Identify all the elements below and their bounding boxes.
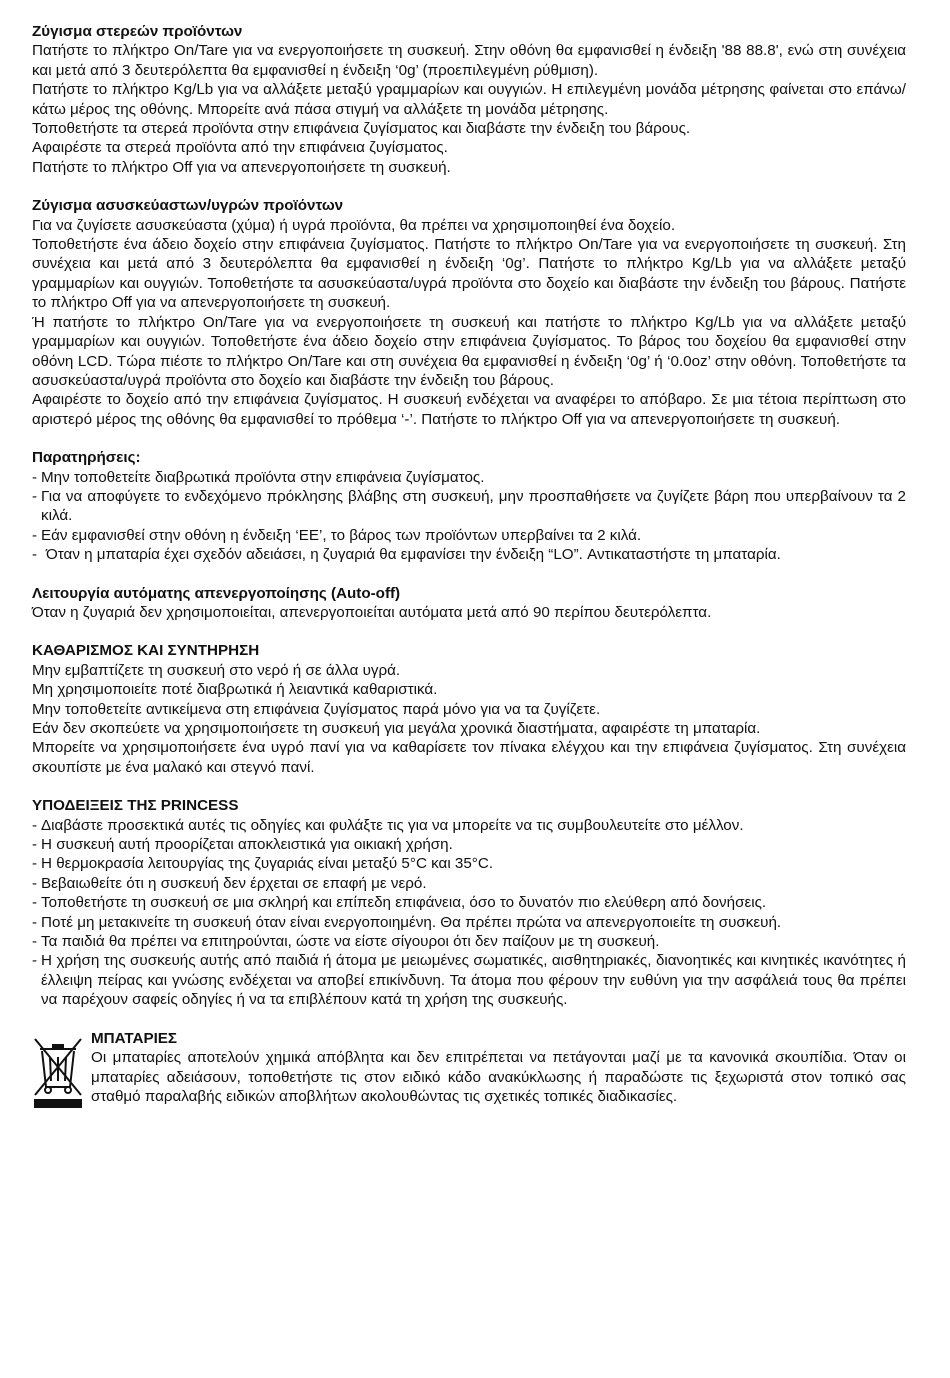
paragraph: Για να ζυγίσετε ασυσκεύαστα (χύμα) ή υγρά προϊόντα, θα πρέπει να χρησιμοποιηθεί ένα δοχείο. (32, 216, 676, 234)
list-item-text: Εάν εμφανισθεί στην οθόνη η ένδειξη ‘EE’, το βάρος των προϊόντων υπερβαίνει τα 2 κιλά. (41, 526, 642, 544)
list-item: - Η συσκευή αυτή προορίζεται αποκλειστικά για οικιακή χρήση. (32, 836, 453, 854)
list-item: - Όταν η μπαταρία έχει σχεδόν αδειάσει, η ζυγαριά θα εμφανίσει την ένδειξη “LO”. Αντικαταστήστε τη μπαταρία. (32, 546, 781, 564)
paragraph: Όταν η ζυγαριά δεν χρησιμοποιείται, απενεργοποιείται αυτόματα μετά από 90 περίπου δευτερόλεπτα. (32, 603, 712, 621)
list-item: - Τοποθετήστε τη συσκευή σε μια σκληρή και επίπεδη επιφάνεια, όσο το δυνατόν πιο ελεύθερη από δονήσεις. (32, 894, 767, 912)
paragraph: Αφαιρέστε τα στερεά προϊόντα από την επιφάνεια ζυγίσματος. (32, 139, 448, 157)
section-heading: ΜΠΑΤΑΡΙΕΣ (91, 1029, 178, 1047)
paragraph: Ή πατήστε το πλήκτρο On/Tare για να ενεργοποιήσετε τη συσκευή και πατήστε το πλήκτρο Kg/Lb για να αλλάξετε μεταξύ γραμμαρίων και ουγγιών. Τοποθετήστε ένα άδειο δοχείο στην επιφάνεια ζυγίσματος. Το βάρος του δοχείου θα εμφανισθεί στην οθόνη LCD. Τώρα πιέστε το πλήκτρο On/Tare και στη συνέχεια θα εμφανισθεί η ένδειξη ‘0g’ ή ‘0.0oz’ στην οθόνη. Τοποθετήστε τα ασυσκεύαστα/υγρά προϊόντα στο δοχείο και διαβάστε την ένδειξη του βάρους. (32, 313, 906, 389)
paragraph: Πατήστε το πλήκτρο Kg/Lb για να αλλάξετε μεταξύ γραμμαρίων και ουγγιών. Η επιλεγμένη μονάδα μέτρησης φαίνεται στο επάνω/κάτω μέρος της οθόνης. Μπορείτε ανά πάσα στιγμή να αλλάξετε τη μονάδα μέτρησης. (32, 81, 906, 118)
paragraph: Εάν δεν σκοπεύετε να χρησιμοποιήσετε τη συσκευή για μεγάλα χρονικά διαστήματα, αφαιρέστε τη μπαταρία. (32, 720, 761, 737)
list-item: - Για να αποφύγετε το ενδεχόμενο πρόκλησης βλάβης στη συσκευή, μην προσπαθήσετε να ζυγίζετε βάρη που υπερβαίνουν τα 2 κιλά. (32, 487, 906, 525)
list-item: - Η θερμοκρασία λειτουργίας της ζυγαριάς είναι μεταξύ 5°C και 35°C. (32, 855, 494, 873)
list-item: - Εάν εμφανισθεί στην οθόνη η ένδειξη ‘EE’, το βάρος των προϊόντων υπερβαίνει τα 2 κιλά. (32, 526, 642, 544)
paragraph: Μην εμβαπτίζετε τη συσκευή στο νερό ή σε άλλα υγρά. (32, 661, 401, 679)
section-heading: ΚΑΘΑΡΙΣΜΟΣ ΚΑΙ ΣΥΝΤΗΡΗΣΗ (32, 642, 260, 660)
document (32, 22, 906, 1114)
section-heading: Ζύγισμα ασυσκεύαστων/υγρών προϊόντων (32, 197, 344, 215)
section-heading: Παρατηρήσεις: (32, 449, 141, 467)
section-liquid-weighing (32, 196, 906, 429)
list-item-text: Τα παιδιά θα πρέπει να επιτηρούνται, ώστε να είστε σίγουροι ότι δεν παίζουν με τη συσκευή. (41, 933, 660, 951)
paragraph: Μπορείτε να χρησιμοποιήσετε ένα υγρό πανί για να καθαρίσετε τον πίνακα ελέγχου και την επιφάνεια ζυγίσματος. Στη συνέχεια σκουπίστε με ένα μαλακό και στεγνό πανί. (32, 739, 906, 776)
section-heading: Λειτουργία αυτόματης απενεργοποίησης (Auto-off) (32, 584, 401, 602)
paragraph: Πατήστε το πλήκτρο On/Tare για να ενεργοποιήσετε τη συσκευή. Στην οθόνη θα εμφανισθεί η ένδειξη '88 88.8', ενώ στη συνέχεια και μετά από 3 δευτερόλεπτα θα εμφανισθεί η ένδειξη ‘0g’ (προεπιλεγμένη ρύθμιση). (32, 42, 906, 79)
list-item: - Τα παιδιά θα πρέπει να επιτηρούνται, ώστε να είστε σίγουροι ότι δεν παίζουν με τη συσκευή. (32, 933, 660, 951)
list-item: - Διαβάστε προσεκτικά αυτές τις οδηγίες και φυλάξτε τις για να μπορείτε να τις συμβουλευτείτε στο μέλλον. (32, 816, 744, 834)
paragraph: Μη χρησιμοποιείτε ποτέ διαβρωτικά ή λειαντικά καθαριστικά. (32, 681, 438, 699)
list-item-text: Όταν η μπαταρία έχει σχεδόν αδειάσει, η ζυγαριά θα εμφανίσει την ένδειξη “LO”. Αντικαταστήστε τη μπαταρία. (46, 546, 781, 564)
paragraph: Τοποθετήστε ένα άδειο δοχείο στην επιφάνεια ζυγίσματος. Πατήστε το πλήκτρο On/Tare για να ενεργοποιήσετε τη συσκευή. Στη συνέχεια και μετά από 3 δευτερόλεπτα θα εμφανισθεί η ένδειξη ‘0g’. Πατήστε το πλήκτρο Kg/Lb για να αλλάξετε μεταξύ γραμμαρίων και ουγγιών. Τοποθετήστε τα ασυσκεύαστα/υγρά προϊόντα στο δοχείο και διαβάστε την ένδειξη του βάρους. Πατήστε το πλήκτρο Off για να απενεργοποιήσετε τη συσκευή. (32, 236, 906, 312)
section-solid-weighing (32, 22, 906, 177)
paragraph: Μην τοποθετείτε αντικείμενα στη επιφάνεια ζυγίσματος παρά μόνο για να τα ζυγίζετε. (32, 700, 601, 718)
paragraph: Πατήστε το πλήκτρο Off για να απενεργοποιήσετε τη συσκευή. (32, 158, 451, 176)
list-item-text: Για να αποφύγετε το ενδεχόμενο πρόκλησης βλάβης στη συσκευή, μην προσπαθήσετε να ζυγίζετε βάρη που υπερβαίνουν τα 2 κιλά. (41, 487, 906, 525)
list-item-text: Βεβαιωθείτε ότι η συσκευή δεν έρχεται σε επαφή με νερό. (41, 874, 427, 892)
list-item-text: Η θερμοκρασία λειτουργίας της ζυγαριάς είναι μεταξύ 5°C και 35°C. (41, 855, 494, 873)
paragraph: Αφαιρέστε το δοχείο από την επιφάνεια ζυγίσματος. Η συσκευή ενδέχεται να αναφέρει το απόβαρο. Σε μια τέτοια περίπτωση στο αριστερό μέρος της οθόνης θα εμφανισθεί το πρόθεμα ‘-’. Πατήστε το πλήκτρο Off για να απενεργοποιήσετε τη συσκευή. (32, 391, 906, 428)
section-batteries (32, 1029, 906, 1114)
paragraph: Τοποθετήστε τα στερεά προϊόντα στην επιφάνεια ζυγίσματος και διαβάστε την ένδειξη του βάρους. (32, 120, 691, 138)
list-item-text: Διαβάστε προσεκτικά αυτές τις οδηγίες και φυλάξτε τις για να μπορείτε να τις συμβουλευτείτε στο μέλλον. (41, 816, 744, 834)
list-item-text: Η χρήση της συσκευής αυτής από παιδιά ή άτομα με μειωμένες σωματικές, αισθητηριακές, διανοητικές και κινητικές ικανότητες ή έλλειψη πείρας και γνώσης ενδέχεται να αποβεί επικίνδυνη. Τα άτομα που φέρουν την ευθύνη για την ασφάλειά τους θα πρέπει να παρέχουν σαφείς οδηγίες ή να τα επιβλέπουν κατά τη χρήση της συσκευής. (41, 952, 906, 1009)
list-item: - Ποτέ μη μετακινείτε τη συσκευή όταν είναι ενεργοποιημένη. Θα πρέπει πρώτα να απενεργοποιείτε τη συσκευή. (32, 913, 782, 931)
list-item: - Βεβαιωθείτε ότι η συσκευή δεν έρχεται σε επαφή με νερό. (32, 874, 427, 892)
section-princess-tips (32, 796, 906, 1009)
list-item-text: Η συσκευή αυτή προορίζεται αποκλειστικά για οικιακή χρήση. (41, 836, 453, 854)
list-item: - Η χρήση της συσκευής αυτής από παιδιά ή άτομα με μειωμένες σωματικές, αισθητηριακές, διανοητικές και κινητικές ικανότητες ή έλλειψη πείρας και γνώσης ενδέχεται να αποβεί επικίνδυνη. Τα άτομα που φέρουν την ευθύνη για την ασφάλειά τους θα πρέπει να παρέχουν σαφείς οδηγίες ή να τα επιβλέπουν κατά τη χρήση της συσκευής. (32, 952, 906, 1009)
section-heading: Ζύγισμα στερεών προϊόντων (32, 23, 243, 40)
crossed-out-wheelie-bin-icon (32, 1035, 84, 1114)
list-item-text: Τοποθετήστε τη συσκευή σε μια σκληρή και επίπεδη επιφάνεια, όσο το δυνατόν πιο ελεύθερη από δονήσεις. (41, 894, 767, 912)
list-item: - Μην τοποθετείτε διαβρωτικά προϊόντα στην επιφάνεια ζυγίσματος. (32, 468, 485, 486)
section-cleaning (32, 641, 906, 777)
paragraph: Οι μπαταρίες αποτελούν χημικά απόβλητα και δεν επιτρέπεται να πετάγονται μαζί με τα κανονικά σκουπίδια. Όταν οι μπαταρίες αδειάσουν, τοποθετήστε τις στον ειδικό κάδο ανακύκλωσης ή παραδώστε τις ξεχωριστά στον τοπικό σας σταθμό παραλαβής ειδικών αποβλήτων ακολουθώντας τις σχετικές τοπικές διαδικασίες. (91, 1049, 906, 1105)
section-heading: ΥΠΟΔΕΙΞΕΙΣ ΤΗΣ PRINCESS (32, 797, 239, 815)
list-item-text: Ποτέ μη μετακινείτε τη συσκευή όταν είναι ενεργοποιημένη. Θα πρέπει πρώτα να απενεργοποιείτε τη συσκευή. (41, 913, 782, 931)
list-item-text: Μην τοποθετείτε διαβρωτικά προϊόντα στην επιφάνεια ζυγίσματος. (41, 468, 485, 486)
section-auto-off (32, 584, 906, 623)
section-notes (32, 448, 906, 564)
